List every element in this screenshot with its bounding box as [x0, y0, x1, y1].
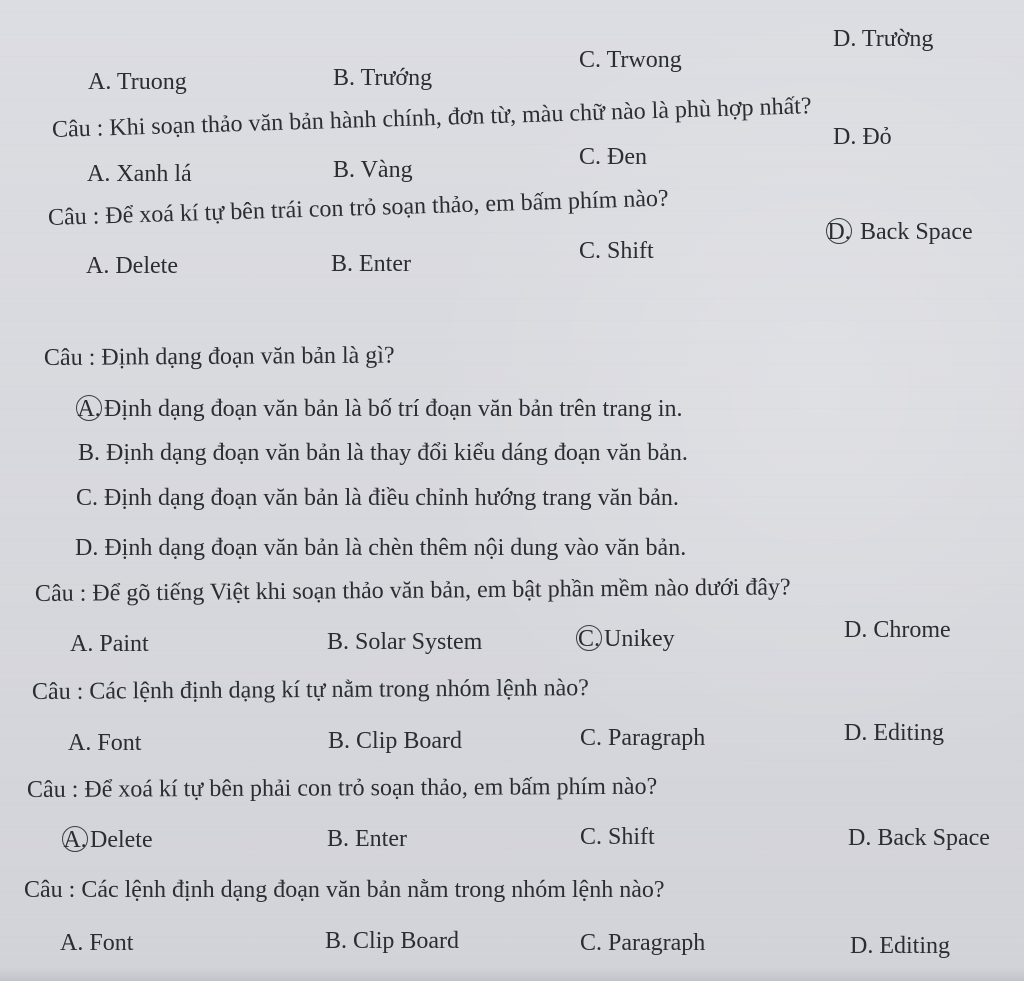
option-letter: C. [76, 485, 99, 511]
option-text: Vàng [360, 157, 413, 183]
option-b [78, 441, 688, 465]
option-text: Solar System [355, 629, 483, 655]
option-c [580, 726, 705, 750]
option-text: Delete [115, 253, 178, 279]
option-text: Clip Board [353, 928, 460, 954]
option-text: Editing [879, 933, 951, 959]
option-c [580, 931, 705, 955]
option-letter: D. [833, 124, 857, 150]
option-b [327, 827, 407, 851]
question-text: Câu : Các lệnh định dạng kí tự nằm trong nhóm lệnh nào? [31, 675, 589, 705]
option-letter: D. [75, 535, 99, 561]
question-text: Câu : Để xoá kí tự bên trái con trỏ soạn thảo, em bấm phím nào? [47, 185, 669, 231]
option-a [68, 731, 141, 755]
option-letter: A. [86, 253, 110, 279]
option-text: Đỏ [862, 124, 892, 150]
option-text: Chrome [873, 617, 951, 643]
option-text: Unikey [604, 626, 675, 652]
option-text: Paragraph [608, 725, 706, 751]
option-letter: A. [68, 730, 92, 756]
option-letter: C. [579, 144, 602, 170]
option-text: Xanh lá [116, 161, 192, 187]
option-b [333, 158, 413, 182]
option-c [579, 48, 682, 72]
option-text: Định dạng đoạn văn bản là bố trí đoạn văn bản trên trang in. [104, 396, 683, 422]
option-letter: A. [88, 69, 112, 95]
option-letter: C. [579, 47, 602, 73]
option-letter: B. [327, 826, 350, 852]
option-a [88, 70, 187, 94]
question-text: Câu : Để gõ tiếng Việt khi soạn thảo văn bản, em bật phần mềm nào dưới đây? [34, 574, 791, 607]
option-a-selected [76, 395, 683, 421]
option-c [579, 239, 654, 263]
option-b [325, 929, 459, 953]
option-letter: D. [844, 617, 868, 643]
option-letter: B. [325, 928, 348, 954]
option-d-selected [826, 218, 973, 244]
option-c [579, 145, 647, 169]
option-a [86, 254, 178, 278]
option-a [87, 162, 192, 186]
option-text: Truong [116, 69, 187, 95]
question-text: Câu : Các lệnh định dạng đoạn văn bản nằm trong nhóm lệnh nào? [24, 877, 665, 903]
option-letter: A. [87, 161, 111, 187]
option-text: Back Space [860, 219, 973, 245]
option-d [844, 721, 944, 745]
page-bottom-shadow [0, 967, 1024, 981]
option-letter: C. [579, 238, 602, 264]
option-letter: B. [328, 728, 351, 754]
option-letter: B. [78, 440, 101, 466]
option-letter-circled: A. [63, 827, 87, 853]
option-text: Clip Board [356, 728, 463, 754]
option-d [848, 826, 990, 850]
option-letter: A. [60, 930, 84, 956]
option-text: Trwong [606, 47, 682, 73]
option-letter: D. [833, 26, 857, 52]
option-text: Paragraph [608, 930, 706, 956]
option-text: Định dạng đoạn văn bản là chèn thêm nội dung vào văn bản. [104, 535, 687, 561]
option-text: Enter [359, 251, 411, 277]
option-text: Trường [861, 26, 934, 52]
option-text: Đen [607, 144, 647, 170]
option-text: Font [97, 730, 142, 756]
question-text: Câu : Định dạng đoạn văn bản là gì? [43, 342, 395, 371]
option-a [70, 632, 149, 656]
option-letter-circled: D. [827, 219, 851, 245]
option-b [328, 729, 462, 753]
option-text: Delete [90, 827, 153, 853]
option-c [580, 825, 655, 849]
option-text: Trướng [360, 65, 433, 91]
option-text: Định dạng đoạn văn bản là thay đổi kiểu dáng đoạn văn bản. [106, 440, 688, 466]
option-text: Back Space [877, 825, 990, 851]
option-letter: B. [327, 629, 350, 655]
option-letter: A. [70, 631, 94, 657]
option-letter: C. [580, 930, 603, 956]
option-b [333, 66, 432, 90]
option-c-selected [576, 625, 675, 651]
option-letter: B. [333, 65, 356, 91]
option-text: Paint [99, 631, 149, 657]
option-letter: B. [333, 157, 356, 183]
option-letter: B. [331, 251, 354, 277]
option-text: Enter [355, 826, 407, 852]
option-letter-circled: C. [577, 626, 600, 652]
option-d [844, 618, 951, 642]
option-d [850, 934, 950, 958]
option-text: Shift [607, 238, 654, 264]
question-text: Câu : Khi soạn thảo văn bản hành chính, đơn từ, màu chữ nào là phù hợp nhất? [51, 93, 812, 143]
option-letter: D. [850, 933, 874, 959]
option-text: Định dạng đoạn văn bản là điều chỉnh hướng trang văn bản. [104, 485, 679, 511]
option-c [76, 486, 679, 510]
question-text: Câu : Để xoá kí tự bên phải con trỏ soạn thảo, em bấm phím nào? [26, 773, 658, 803]
option-d [833, 125, 892, 149]
option-b [327, 630, 482, 654]
option-a-selected [62, 826, 153, 852]
option-a [60, 931, 133, 955]
option-d [75, 536, 686, 560]
option-text: Font [89, 930, 134, 956]
option-d [833, 27, 933, 51]
option-letter: D. [848, 825, 872, 851]
option-letter: C. [580, 824, 603, 850]
option-letter: D. [844, 720, 868, 746]
option-b [331, 252, 411, 276]
option-text: Editing [873, 720, 945, 746]
option-letter-circled: A. [77, 396, 101, 422]
option-letter: C. [580, 725, 603, 751]
option-text: Shift [608, 824, 655, 850]
